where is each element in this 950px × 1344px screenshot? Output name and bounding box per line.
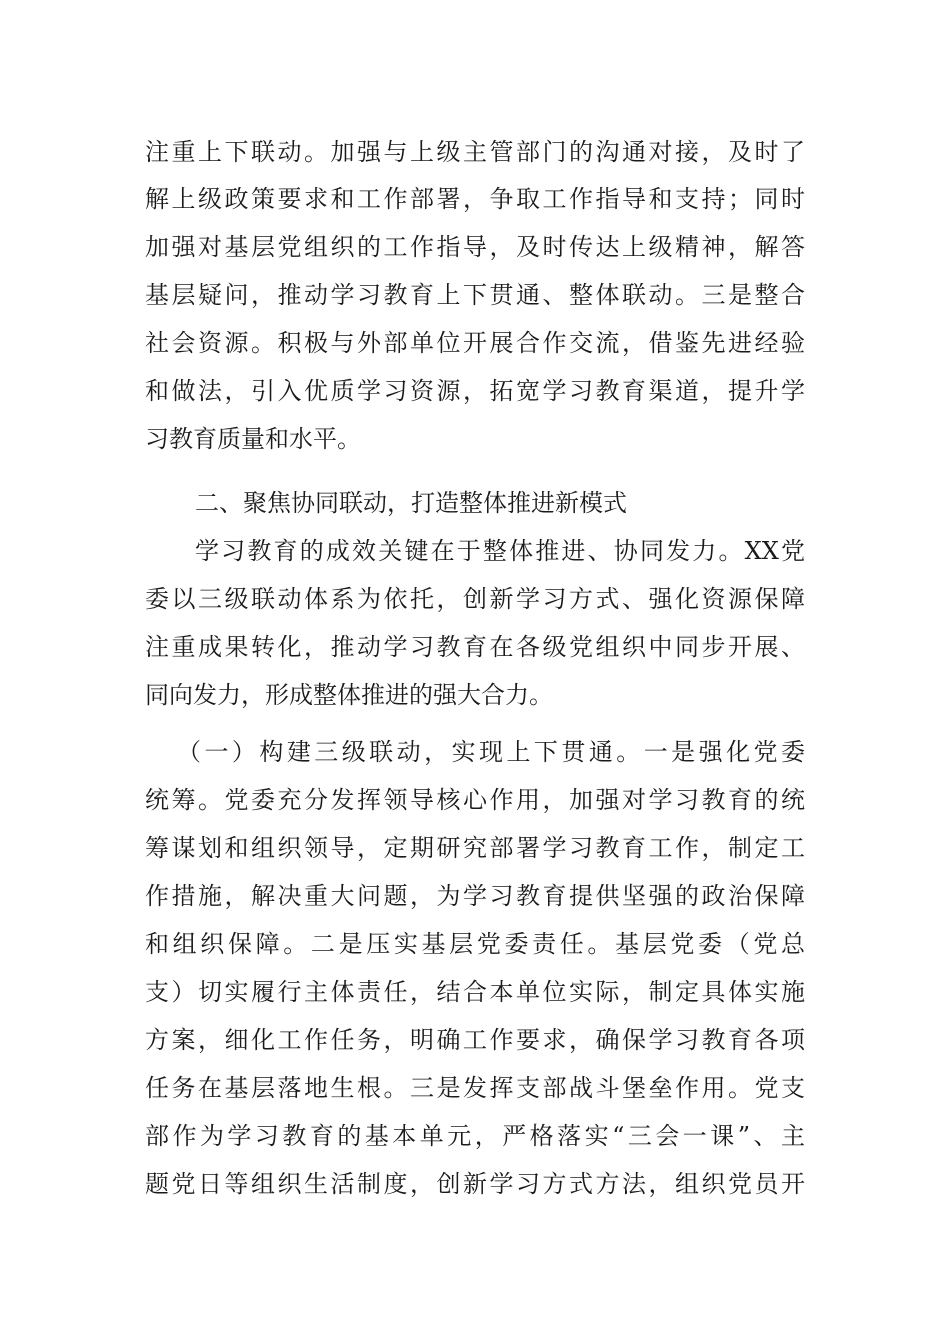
body-line: 和组织保障。二是压实基层党委责任。基层党委（党总	[145, 930, 805, 958]
body-line: （一）构建三级联动，实现上下贯通。一是强化党委	[177, 738, 805, 766]
body-line: 题党日等组织生活制度，创新学习方式方法，组织党员开	[145, 1170, 805, 1198]
body-line: 习教育质量和水平。	[145, 425, 361, 453]
body-line: 解上级政策要求和工作部署，争取工作指导和支持；同时	[145, 185, 805, 213]
body-line: 加强对基层党组织的工作指导，及时传达上级精神，解答	[145, 233, 805, 261]
section-heading: 二、聚焦协同联动，打造整体推进新模式	[195, 489, 627, 517]
body-line: 部作为学习教育的基本单元，严格落实“三会一课”、主	[145, 1122, 805, 1150]
body-line: 注重上下联动。加强与上级主管部门的沟通对接，及时了	[145, 138, 805, 166]
body-line: 社会资源。积极与外部单位开展合作交流，借鉴先进经验	[145, 329, 805, 357]
body-line: 筹谋划和组织领导，定期研究部署学习教育工作，制定工	[145, 834, 805, 862]
body-line: 作措施，解决重大问题，为学习教育提供坚强的政治保障	[145, 882, 805, 910]
body-line: 同向发力，形成整体推进的强大合力。	[145, 681, 553, 709]
body-line: 委以三级联动体系为依托，创新学习方式、强化资源保障	[145, 585, 805, 613]
body-line: 学习教育的成效关键在于整体推进、协同发力。XX党	[195, 537, 805, 565]
body-line: 方案，细化工作任务，明确工作要求，确保学习教育各项	[145, 1026, 805, 1054]
body-line: 支）切实履行主体责任，结合本单位实际，制定具体实施	[145, 978, 805, 1006]
body-line: 统筹。党委充分发挥领导核心作用，加强对学习教育的统	[145, 786, 805, 814]
body-line: 和做法，引入优质学习资源，拓宽学习教育渠道，提升学	[145, 377, 805, 405]
body-line: 任务在基层落地生根。三是发挥支部战斗堡垒作用。党支	[145, 1074, 805, 1102]
body-line: 注重成果转化，推动学习教育在各级党组织中同步开展、	[145, 633, 805, 661]
body-line: 基层疑问，推动学习教育上下贯通、整体联动。三是整合	[145, 281, 805, 309]
